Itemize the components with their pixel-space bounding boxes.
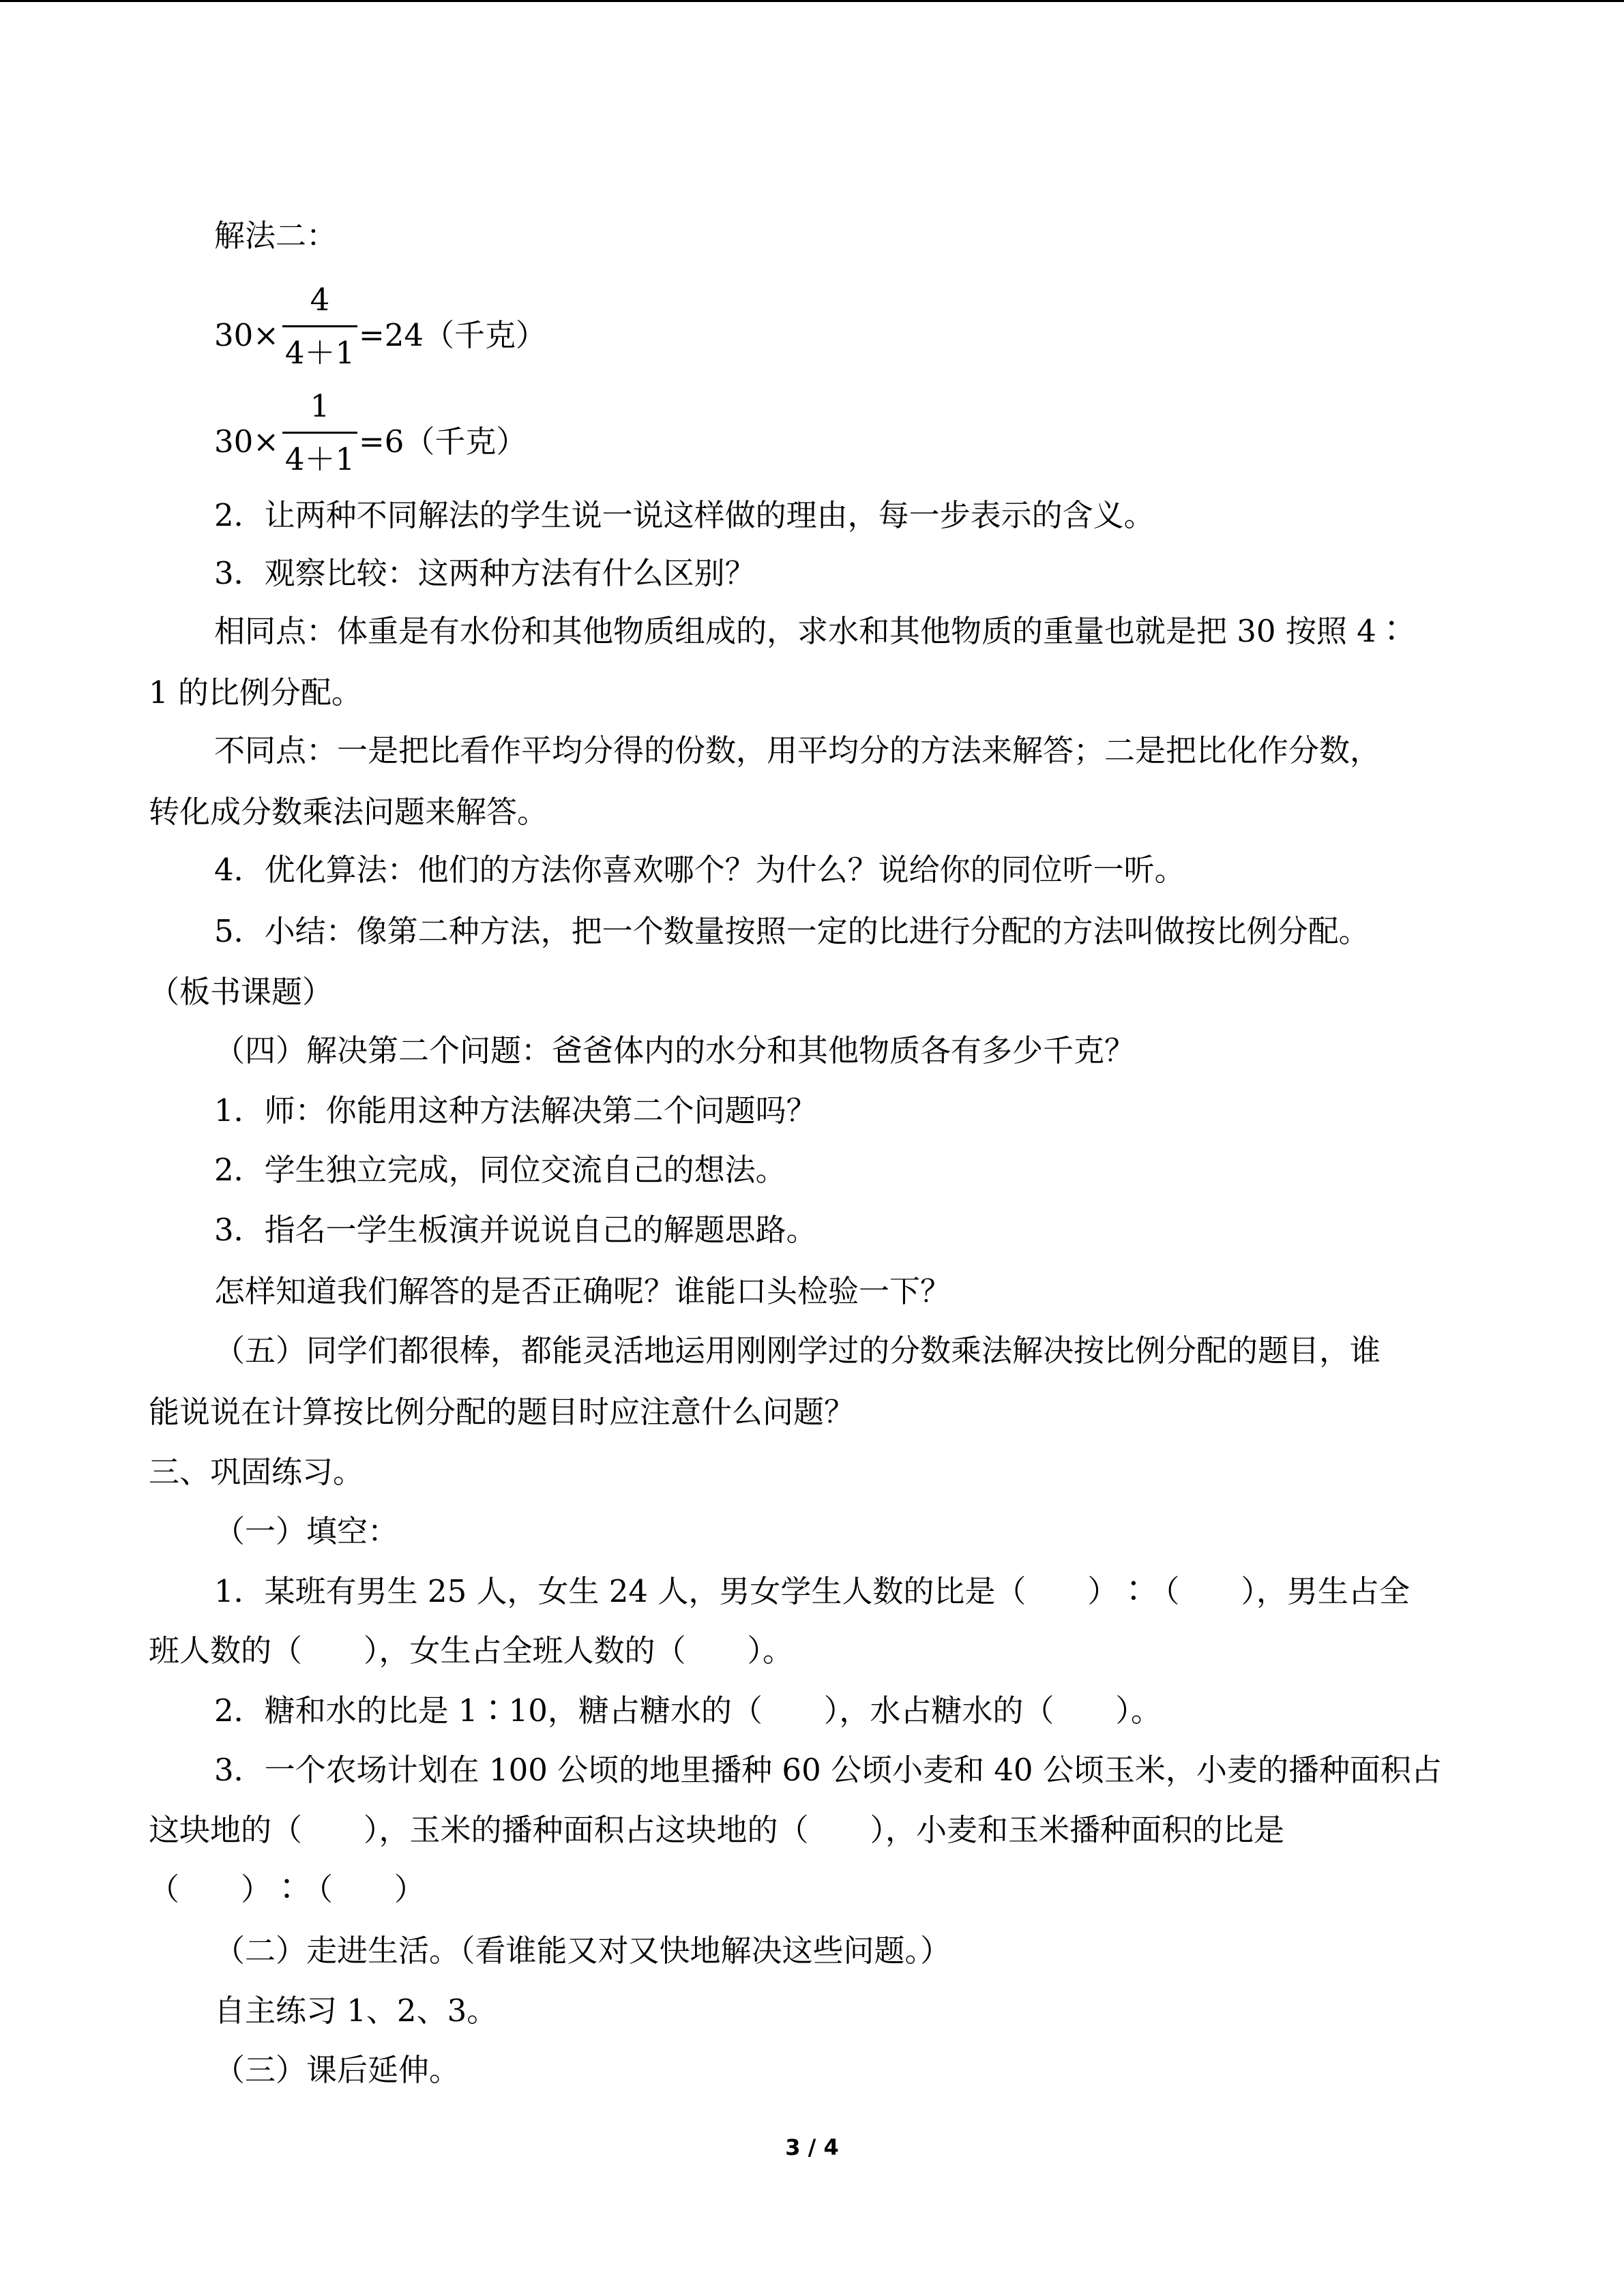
fraction-numerator: 1 [310, 388, 330, 424]
section-heading: （一）填空： [214, 1513, 399, 1549]
method-two-heading: 解法二： [214, 218, 338, 254]
paragraph-text: 3．指名一学生板演并说说自己的解题思路。 [214, 1212, 817, 1248]
formula-prefix: 30× [214, 317, 279, 353]
paragraph-text: 自主练习 1、2、3。 [214, 1993, 498, 2029]
paragraph-text: 2．学生独立完成，同位交流自己的想法。 [214, 1152, 786, 1188]
section-heading: （四）解决第二个问题：爸爸体内的水分和其他物质各有多少千克？ [214, 1032, 1136, 1069]
fraction [282, 388, 357, 493]
paragraph-text: 能说说在计算按比例分配的题目时应注意什么问题？ [149, 1394, 855, 1430]
section-heading: （二）走进生活。（看谁能又对又快地解决这些问题。） [214, 1933, 951, 1969]
page-number: 3 / 4 [785, 2134, 839, 2160]
exercise-item: 这块地的（ ），玉米的播种面积占这块地的（ ），小麦和玉米播种面积的比是 [149, 1812, 1285, 1848]
exercise-item: 3．一个农场计划在 100 公顷的地里播种 60 公顷小麦和 40 公顷玉米，小麦的播种面积占 [214, 1752, 1442, 1788]
exercise-item: 2．糖和水的比是 1∶10，糖占糖水的（ ），水占糖水的（ ）。 [214, 1693, 1162, 1729]
section-heading: （三）课后延伸。 [214, 2052, 460, 2088]
paragraph-text: （板书课题） [149, 974, 334, 1010]
paragraph-text: 相同点：体重是有水份和其他物质组成的，求水和其他物质的重量也就是把 30 按照 4∶ [214, 613, 1407, 649]
paragraph-text: 5．小结：像第二种方法，把一个数量按照一定的比进行分配的方法叫做按比例分配。 [214, 913, 1370, 949]
exercise-item: 1．某班有男生 25 人，女生 24 人，男女学生人数的比是（ ）∶（ ），男生占全 [214, 1573, 1410, 1609]
paragraph-text: 怎样知道我们解答的是否正确呢？谁能口头检验一下？ [214, 1273, 951, 1309]
fraction-bar [282, 432, 357, 434]
formula-prefix: 30× [214, 423, 279, 460]
fraction [282, 284, 357, 387]
section-heading: （五）同学们都很棒，都能灵活地运用刚刚学过的分数乘法解决按比例分配的题目，谁 [214, 1332, 1381, 1369]
paragraph-text: 2．让两种不同解法的学生说一说这样做的理由，每一步表示的含义。 [214, 497, 1155, 533]
fraction-numerator: 4 [310, 282, 330, 318]
fraction-bar [282, 325, 357, 327]
exercise-item: （ ）∶（ ） [149, 1871, 426, 1907]
paragraph-text: 转化成分数乘法问题来解答。 [149, 794, 548, 830]
exercise-item: 班人数的（ ），女生占全班人数的（ ）。 [149, 1632, 794, 1669]
fraction-denominator: 4＋1 [284, 441, 355, 477]
paragraph-text: 1 的比例分配。 [149, 674, 362, 711]
paragraph-text: 3．观察比较：这两种方法有什么区别？ [214, 555, 756, 591]
formula-result: =6（千克） [359, 423, 527, 460]
paragraph-text: 不同点：一是把比看作平均分得的份数，用平均分的方法来解答；二是把比化作分数， [214, 732, 1381, 769]
paragraph-text: 4．优化算法：他们的方法你喜欢哪个？为什么？说给你的同位听一听。 [214, 852, 1185, 888]
paragraph-text: 1．师：你能用这种方法解决第二个问题吗？ [214, 1092, 817, 1129]
formula-result: =24（千克） [359, 317, 546, 353]
section-heading: 三、巩固练习。 [149, 1454, 364, 1490]
fraction-denominator: 4＋1 [284, 335, 355, 371]
